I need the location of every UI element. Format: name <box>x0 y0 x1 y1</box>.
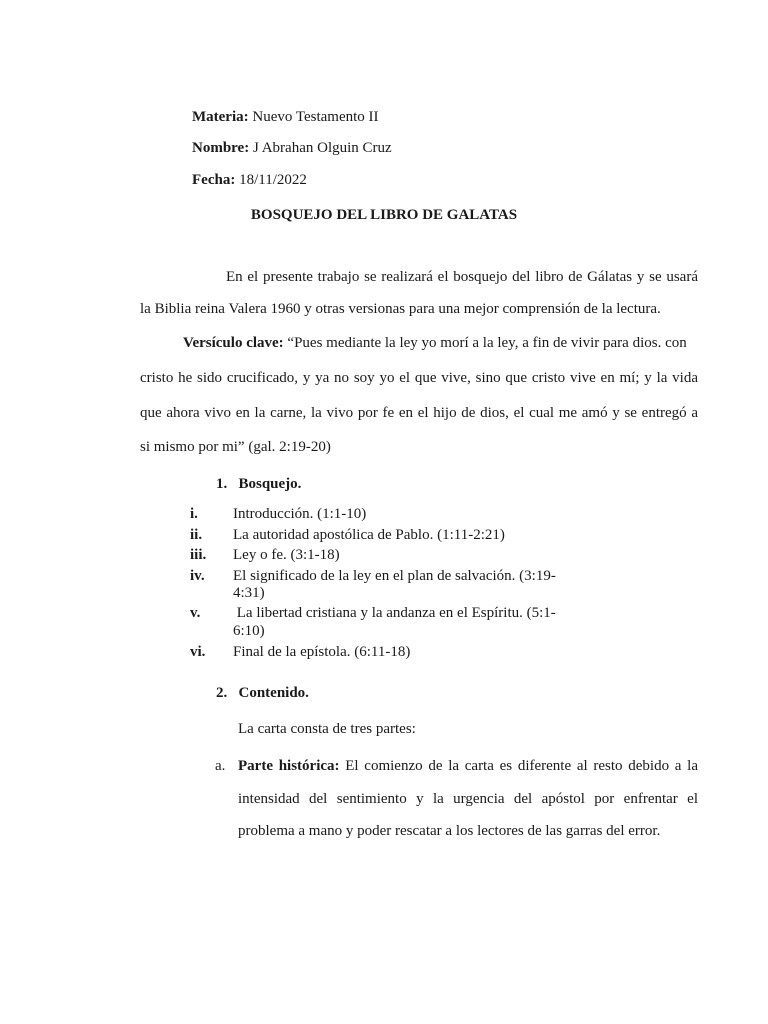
outline-item-5-cont: 6:10) <box>233 623 265 639</box>
outline-item-2: La autoridad apostólica de Pablo. (1:11-2:21) <box>233 527 505 543</box>
item-a-line-3: problema a mano y poder rescatar a los lectores de las garras del error. <box>238 823 661 839</box>
item-a-line-1 <box>238 757 698 775</box>
outline-num-5: v. <box>190 605 201 621</box>
key-verse-text-1: “Pues mediante la ley yo morí a la ley, a fin de vivir para dios. con <box>287 335 687 351</box>
outline-num-3: iii. <box>190 547 207 563</box>
outline-item-6: Final de la epístola. (6:11-18) <box>233 644 411 660</box>
outline-num-1: i. <box>190 506 198 522</box>
materia-value: Nuevo Testamento II <box>252 109 379 125</box>
key-verse-line-2: cristo he sido crucificado, y ya no soy yo el que vive, sino que cristo vive en mí; y la vida <box>140 370 698 386</box>
materia-line <box>192 108 379 126</box>
nombre-value: J Abrahan Olguin Cruz <box>252 140 392 156</box>
outline-item-4: El significado de la ley en el plan de salvación. (3:19- <box>233 568 556 584</box>
section-1-heading: 1. Bosquejo. <box>216 476 302 492</box>
nombre-line <box>192 139 392 157</box>
fecha-label: Fecha: <box>192 172 236 188</box>
key-verse-line-1 <box>183 334 687 352</box>
item-a-label: Parte histórica: <box>238 758 340 774</box>
outline-item-5: La libertad cristiana y la andanza en el Espíritu. (5:1- <box>233 605 556 621</box>
key-verse-label: Versículo clave: <box>183 335 284 351</box>
intro-line-1: En el presente trabajo se realizará el bosquejo del libro de Gálatas y se usará <box>226 269 698 285</box>
intro-line-2: la Biblia reina Valera 1960 y otras versionas para una mejor comprensión de la lectura. <box>140 301 661 317</box>
section-2-intro: La carta consta de tres partes: <box>238 721 416 737</box>
section-2-heading: 2. Contenido. <box>216 685 309 701</box>
key-verse-line-3: que ahora vivo en la carne, la vivo por fe en el hijo de dios, el cual me amó y se entregó a <box>140 405 698 421</box>
item-a-line-2: intensidad del sentimiento y la urgencia del apóstol por enfrentar el <box>238 791 698 807</box>
item-a-text-1: El comienzo de la carta es diferente al resto debido a la <box>345 758 699 774</box>
materia-label: Materia: <box>192 109 249 125</box>
item-a-letter: a. <box>215 758 226 774</box>
document-title: BOSQUEJO DEL LIBRO DE GALATAS <box>250 207 518 223</box>
key-verse-line-4: si mismo por mi” (gal. 2:19-20) <box>140 439 331 455</box>
outline-item-1: Introducción. (1:1-10) <box>233 506 367 522</box>
outline-item-4-cont: 4:31) <box>233 585 265 601</box>
nombre-label: Nombre: <box>192 140 250 156</box>
outline-num-4: iv. <box>190 568 205 584</box>
fecha-line <box>192 171 307 189</box>
outline-item-3: Ley o fe. (3:1-18) <box>233 547 340 563</box>
outline-num-2: ii. <box>190 527 203 543</box>
outline-num-6: vi. <box>190 644 206 660</box>
fecha-value: 18/11/2022 <box>239 172 307 188</box>
